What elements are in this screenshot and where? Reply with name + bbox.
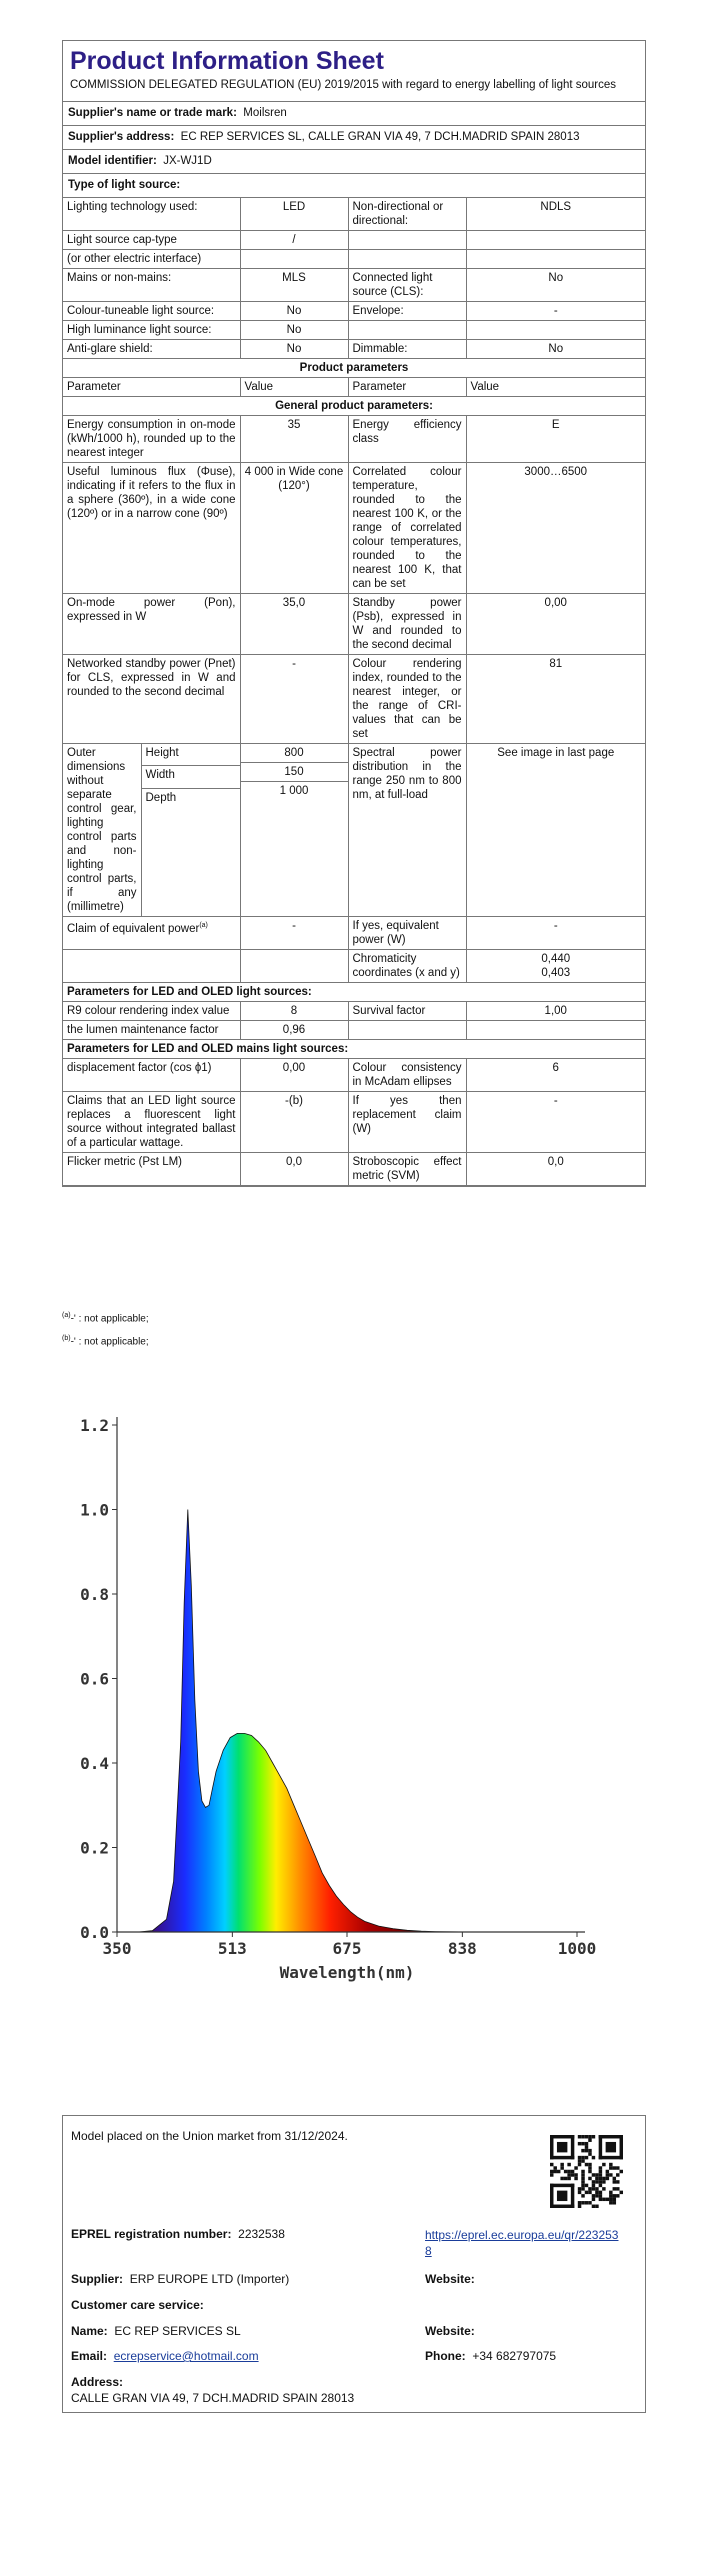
phone-row: Phone: +34 682797075 xyxy=(425,2349,557,2363)
claim-label: Claim of equivalent power xyxy=(67,922,200,935)
mains-parameter: displacement factor (cos ϕ1) xyxy=(63,1059,240,1092)
mains-parameter: Stroboscopic effect metric (SVM) xyxy=(348,1153,466,1186)
x-tick-label: 675 xyxy=(332,1939,362,1958)
led-row xyxy=(63,1021,645,1040)
equivalent-power-value: - xyxy=(466,917,645,950)
y-tick-label: 0.6 xyxy=(80,1669,109,1689)
type-heading: Type of light source: xyxy=(63,173,645,197)
chromaticity-row xyxy=(63,950,645,983)
general-row xyxy=(63,655,645,744)
phone-value: +34 682797075 xyxy=(472,2349,557,2363)
led-row xyxy=(63,1002,645,1021)
product-information-sheet xyxy=(62,40,646,1187)
mains-value: 6 xyxy=(466,1059,645,1092)
mains-row xyxy=(63,1092,645,1153)
col-parameter-1: Parameter xyxy=(63,378,240,397)
spectral-distribution-chart xyxy=(62,1395,622,1995)
chromaticity-label: Chromaticity coordinates (x and y) xyxy=(348,950,466,983)
led-value xyxy=(466,1021,645,1040)
general-value: E xyxy=(466,416,645,463)
general-value: 4 000 in Wide cone (120°) xyxy=(240,463,348,594)
led-parameter: the lumen maintenance factor xyxy=(63,1021,240,1040)
col-value-2: Value xyxy=(466,378,645,397)
claim-value: - xyxy=(240,917,348,950)
col-parameter-2: Parameter xyxy=(348,378,466,397)
mains-value: 0,00 xyxy=(240,1059,348,1092)
general-value: - xyxy=(240,655,348,744)
type-parameter: Envelope: xyxy=(348,302,466,321)
type-value: No xyxy=(240,340,348,359)
care-name: EC REP SERVICES SL xyxy=(114,2324,241,2338)
supplier-info-box xyxy=(62,2115,646,2413)
address-label: Supplier's address: xyxy=(68,131,175,143)
general-parameter: Networked standby power (Pnet) for CLS, expressed in W and rounded to the second decimal xyxy=(63,655,240,744)
qr-code-icon[interactable] xyxy=(550,2135,623,2208)
type-value xyxy=(240,250,348,269)
type-parameter xyxy=(348,321,466,340)
website-label: Website: xyxy=(425,2272,475,2286)
product-parameters-heading: Product parameters xyxy=(63,359,645,378)
type-row xyxy=(63,231,645,250)
supplier-label: Supplier's name or trade mark: xyxy=(68,107,237,119)
mains-value: 0,0 xyxy=(240,1153,348,1186)
claim-row xyxy=(63,917,645,950)
address-label: Address: xyxy=(71,2375,124,2389)
type-parameter xyxy=(348,250,466,269)
general-row xyxy=(63,416,645,463)
led-parameters-heading: Parameters for LED and OLED light sources: xyxy=(63,983,645,1002)
y-tick-label: 0.0 xyxy=(80,1923,109,1942)
mains-parameters-heading: Parameters for LED and OLED mains light sources: xyxy=(63,1040,645,1059)
model-value: JX-WJ1D xyxy=(163,155,212,167)
type-parameter: Dimmable: xyxy=(348,340,466,359)
type-parameter: Mains or non-mains: xyxy=(63,269,240,302)
general-parameter: Standby power (Psb), expressed in W and rounded to the second decimal xyxy=(348,594,466,655)
general-value: 3000…6500 xyxy=(466,463,645,594)
type-row xyxy=(63,250,645,269)
mains-parameter: Claims that an LED light source replaces a fluorescent light source without integrated ballast of a particular wattage. xyxy=(63,1092,240,1153)
general-parameter: Energy efficiency class xyxy=(348,416,466,463)
address-row xyxy=(63,125,645,149)
eprel-label: EPREL registration number: xyxy=(71,2227,232,2241)
type-value: No xyxy=(466,340,645,359)
col-value-1: Value xyxy=(240,378,348,397)
address-value: EC REP SERVICES SL, CALLE GRAN VIA 49, 7 DCH.MADRID SPAIN 28013 xyxy=(180,131,580,143)
outer-dimensions-label: Outer dimensions without separate control gear, lighting control parts and non-lighting control parts, if any (millimetre) xyxy=(63,744,141,916)
led-parameter: Survival factor xyxy=(348,1002,466,1021)
mains-value: 0,0 xyxy=(466,1153,645,1186)
y-tick-label: 1.0 xyxy=(80,1500,109,1520)
x-axis-label: Wavelength(nm) xyxy=(279,1963,415,1982)
y-tick-label: 0.2 xyxy=(80,1838,109,1858)
type-value: LED xyxy=(240,198,348,231)
general-row xyxy=(63,463,645,594)
spectral-distribution-value: See image in last page xyxy=(466,744,645,917)
dim-depth-value: 1 000 xyxy=(279,785,309,797)
model-row xyxy=(63,149,645,173)
type-parameter: Lighting technology used: xyxy=(63,198,240,231)
x-tick-label: 1000 xyxy=(557,1939,597,1958)
mains-row xyxy=(63,1059,645,1092)
equivalent-power-label: If yes, equivalent power (W) xyxy=(348,917,466,950)
eprel-row xyxy=(71,2227,285,2241)
dim-height-value: 800 xyxy=(241,744,348,763)
led-parameter xyxy=(348,1021,466,1040)
dim-depth-label: Depth xyxy=(141,788,240,810)
y-tick-label: 1.2 xyxy=(80,1416,109,1435)
general-parameter: Correlated colour temperature, rounded to the nearest 100 K, or the range of correlated colour temperatures, rounded to the nearest 100 K, that can be set xyxy=(348,463,466,594)
outer-dimensions-row xyxy=(63,744,645,917)
y-tick-label: 0.8 xyxy=(80,1585,109,1604)
type-value: - xyxy=(466,302,645,321)
customer-care-label: Customer care service: xyxy=(71,2298,204,2312)
x-tick-label: 513 xyxy=(217,1939,247,1958)
dim-width-label: Width xyxy=(141,766,240,788)
column-headers xyxy=(63,378,645,397)
type-value: MLS xyxy=(240,269,348,302)
dim-height-label: Height xyxy=(141,744,240,766)
general-parameter: Useful luminous flux (Φuse), indicating if it refers to the flux in a sphere (360º), in a wide cone (120º) or in a narrow cone (90º) xyxy=(63,463,240,594)
spectrum-area xyxy=(117,1510,577,1933)
email-row: Email: ecrepservice@hotmail.com xyxy=(71,2349,259,2363)
type-parameter: High luminance light source: xyxy=(63,321,240,340)
type-parameter: Colour-tuneable light source: xyxy=(63,302,240,321)
type-parameter: Anti-glare shield: xyxy=(63,340,240,359)
type-row xyxy=(63,198,645,231)
led-value: 1,00 xyxy=(466,1002,645,1021)
general-parameters-heading: General product parameters: xyxy=(63,397,645,416)
mains-value: - xyxy=(466,1092,645,1153)
general-parameter: Colour rendering index, rounded to the nearest integer, or the range of CRI-values that can be set xyxy=(348,655,466,744)
mains-value: -(b) xyxy=(240,1092,348,1153)
type-value xyxy=(466,321,645,340)
footnotes xyxy=(62,1306,149,1353)
x-tick-label: 838 xyxy=(447,1939,477,1958)
supplier-row: Supplier: ERP EUROPE LTD (Importer) xyxy=(71,2272,290,2286)
x-tick-label: 350 xyxy=(102,1939,132,1958)
footnote-b: $^{(b)}$-' : not applicable; xyxy=(62,1335,149,1348)
type-parameter xyxy=(348,231,466,250)
type-value: NDLS xyxy=(466,198,645,231)
email-link[interactable]: ecrepservice@hotmail.com xyxy=(113,2349,259,2363)
type-row xyxy=(63,269,645,302)
supplier-row xyxy=(63,101,645,125)
general-parameter: Energy consumption in on-mode (kWh/1000 h), rounded up to the nearest integer xyxy=(63,416,240,463)
type-value: No xyxy=(240,321,348,340)
mains-parameter: Flicker metric (Pst LM) xyxy=(63,1153,240,1186)
type-row xyxy=(63,321,645,340)
type-row xyxy=(63,302,645,321)
supplier-value: Moilsren xyxy=(243,107,287,119)
supplier-name: ERP EUROPE LTD (Importer) xyxy=(129,2272,290,2286)
led-parameter: R9 colour rendering index value xyxy=(63,1002,240,1021)
type-value: / xyxy=(240,231,348,250)
type-parameter: Light source cap-type xyxy=(63,231,240,250)
eprel-value: 2232538 xyxy=(238,2227,285,2241)
spectral-distribution-label: Spectral power distribution in the range 250 nm to 800 nm, at full-load xyxy=(348,744,466,917)
model-label: Model identifier: xyxy=(68,155,157,167)
general-value: 81 xyxy=(466,655,645,744)
mains-parameter: If yes then replacement claim (W) xyxy=(348,1092,466,1153)
type-parameter: Connected light source (CLS): xyxy=(348,269,466,302)
regulation-subtitle: COMMISSION DELEGATED REGULATION (EU) 2019/2015 with regard to energy labelling of light sources xyxy=(70,79,617,91)
type-parameter: Non-directional or directional: xyxy=(348,198,466,231)
dim-width-value: 150 xyxy=(241,763,348,782)
general-row xyxy=(63,594,645,655)
chromaticity-value: 0,440 0,403 xyxy=(466,950,645,983)
general-value: 35 xyxy=(240,416,348,463)
parameters-table xyxy=(63,197,645,1186)
mains-row xyxy=(63,1153,645,1186)
general-value: 35,0 xyxy=(240,594,348,655)
claim-footnote-mark: (a) xyxy=(199,922,208,929)
care-name-row: Name: EC REP SERVICES SL xyxy=(71,2324,241,2338)
type-value: No xyxy=(466,269,645,302)
type-row xyxy=(63,340,645,359)
page-title: Product Information Sheet xyxy=(70,47,384,75)
eprel-link[interactable]: https://eprel.ec.europa.eu/qr/2232538 xyxy=(425,2228,619,2258)
type-value xyxy=(466,250,645,269)
mains-parameter: Colour consistency in McAdam ellipses xyxy=(348,1059,466,1092)
y-tick-label: 0.4 xyxy=(80,1754,109,1773)
market-date: Model placed on the Union market from 31/12/2024. xyxy=(71,2129,348,2143)
led-value: 0,96 xyxy=(240,1021,348,1040)
led-value: 8 xyxy=(240,1002,348,1021)
website-label-2: Website: xyxy=(425,2324,475,2338)
footnote-a: $^{(a)}$-' : not applicable; xyxy=(62,1312,149,1325)
general-value: 0,00 xyxy=(466,594,645,655)
type-value: No xyxy=(240,302,348,321)
general-parameter: On-mode power (Pon), expressed in W xyxy=(63,594,240,655)
type-value xyxy=(466,231,645,250)
type-parameter: (or other electric interface) xyxy=(63,250,240,269)
address-value: CALLE GRAN VIA 49, 7 DCH.MADRID SPAIN 28013 xyxy=(71,2391,355,2405)
